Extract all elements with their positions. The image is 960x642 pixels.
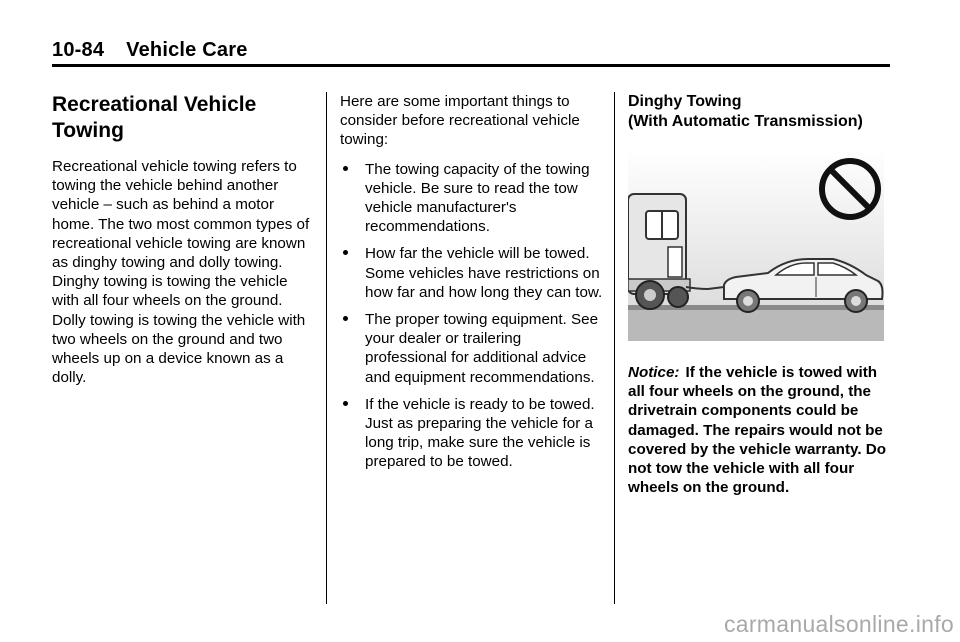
bullet-icon <box>343 166 348 171</box>
column-3 <box>628 92 890 497</box>
prohibited-dinghy-towing-icon <box>628 149 884 341</box>
list-item <box>340 395 604 472</box>
header-rule <box>52 64 890 67</box>
notice-label: Notice: <box>628 364 680 381</box>
page-header <box>52 38 890 62</box>
section-title <box>52 92 318 144</box>
ground <box>628 309 884 341</box>
rv-towing-paragraph: Recreational vehicle towing refers to towing the vehicle behind another vehicle – such as behind a motor home. The two most common types of recreational vehicle towing are known as dinghy towing and dolly towing. Dinghy towing is towing the vehicle with all four wheels on the ground. Dolly towing is towing the vehicle with two wheels on the ground and two wheels up on a device known as a dolly. <box>52 158 310 387</box>
dinghy-towing-illustration <box>628 149 884 341</box>
list-item-text: The towing capacity of the towing vehicle. Be sure to read the tow vehicle manufacturer's recommendations. <box>365 160 590 236</box>
motor-home <box>628 194 690 309</box>
notice-block <box>628 363 890 497</box>
list-item-text: How far the vehicle will be towed. Some vehicles have restrictions on how far and how long they can tow. <box>365 245 603 301</box>
list-item <box>340 310 604 387</box>
considerations-intro: Here are some important things to consider before recreational vehicle towing: <box>340 93 580 149</box>
column-1 <box>52 92 318 387</box>
considerations-list <box>340 160 604 472</box>
list-item <box>340 160 604 237</box>
subsection-title <box>628 92 890 132</box>
section-title-line-1: Recreational Vehicle <box>52 93 257 116</box>
column-2 <box>340 92 604 480</box>
chapter-title: Vehicle Care <box>126 39 248 61</box>
list-item <box>340 244 604 302</box>
subsection-title-line-2: (With Automatic Transmission) <box>628 113 863 130</box>
bullet-icon <box>343 316 348 321</box>
column-divider <box>614 92 615 604</box>
page-number: 10-84 <box>52 39 105 61</box>
bullet-icon <box>343 401 348 406</box>
header-title <box>52 38 890 62</box>
column-divider <box>326 92 327 604</box>
bullet-icon <box>343 250 348 255</box>
list-item-text: If the vehicle is ready to be towed. Just as preparing the vehicle for a long trip, make sure the vehicle is prepared to be towed. <box>365 395 595 471</box>
notice-text: If the vehicle is towed with all four wheels on the ground, the drivetrain components could be damaged. The repairs would not be covered by the vehicle warranty. Do not tow the vehicle with all four wheels on the ground. <box>628 364 887 497</box>
section-title-line-2: Towing <box>52 119 124 142</box>
subsection-title-line-1: Dinghy Towing <box>628 93 742 110</box>
list-item-text: The proper towing equipment. See your dealer or trailering professional for additional advice and equipment recommendations. <box>365 311 599 386</box>
watermark: carmanualsonline.info <box>723 611 954 637</box>
